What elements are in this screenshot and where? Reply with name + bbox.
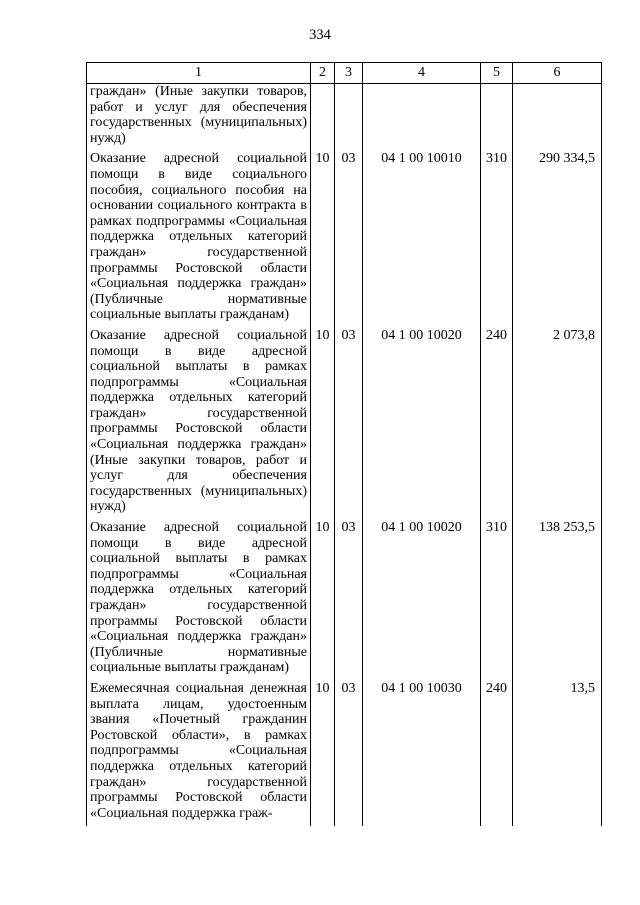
row-expense-type: 240 (481, 681, 513, 826)
row-description: Оказание адресной социальной помощи в виде социального пособия, социального пособия на основании социального контракта в рамках подпрограммы «Социальная поддержка отдельных категорий граждан» государственной программы Ростовской области «Социальная поддержка граждан» (Публичные нормативные социальные выплаты гражданам) (87, 151, 311, 328)
row-expense-type: 310 (481, 520, 513, 681)
row-amount: 138 253,5 (513, 520, 602, 681)
row-section: 10 (311, 681, 335, 826)
column-header-6: 6 (513, 63, 602, 84)
header-row (87, 63, 602, 84)
table-row (87, 328, 602, 520)
row-expense-type: 310 (481, 151, 513, 328)
table-row (87, 151, 602, 328)
row-subsection (335, 84, 363, 152)
row-expense-type: 240 (481, 328, 513, 520)
row-expense-type (481, 84, 513, 152)
row-section (311, 84, 335, 152)
budget-table (86, 62, 602, 826)
row-section: 10 (311, 328, 335, 520)
row-amount: 290 334,5 (513, 151, 602, 328)
column-header-2: 2 (311, 63, 335, 84)
table-row (87, 84, 602, 152)
row-subsection: 03 (335, 681, 363, 826)
row-description: Ежемесячная социальная денежная выплата лицам, удостоенным звания «Почетный гражданин Ростовской области», в рамках подпрограммы «Социальная поддержка отдельных категорий граждан» государственной программы Ростовской области «Социальная поддержка граж- (87, 681, 311, 826)
row-target-code: 04 1 00 10030 (363, 681, 481, 826)
row-amount (513, 84, 602, 152)
table-row (87, 681, 602, 826)
table-row (87, 520, 602, 681)
row-section: 10 (311, 151, 335, 328)
row-amount: 13,5 (513, 681, 602, 826)
column-header-5: 5 (481, 63, 513, 84)
row-target-code: 04 1 00 10010 (363, 151, 481, 328)
row-target-code: 04 1 00 10020 (363, 520, 481, 681)
row-description: Оказание адресной социальной помощи в виде адресной социальной выплаты в рамках подпрограммы «Социальная поддержка отдельных категорий граждан» государственной программы Ростовской области «Социальная поддержка граждан» (Иные закупки товаров, работ и услуг для обеспечения государственных (муниципальных) нужд) (87, 328, 311, 520)
row-description: Оказание адресной социальной помощи в виде адресной социальной выплаты в рамках подпрограммы «Социальная поддержка отдельных категорий граждан» государственной программы Ростовской области «Социальная поддержка граждан» (Публичные нормативные социальные выплаты гражданам) (87, 520, 311, 681)
column-header-3: 3 (335, 63, 363, 84)
page-number: 334 (309, 27, 331, 43)
row-target-code: 04 1 00 10020 (363, 328, 481, 520)
column-header-1: 1 (87, 63, 311, 84)
row-subsection: 03 (335, 520, 363, 681)
row-amount: 2 073,8 (513, 328, 602, 520)
row-subsection: 03 (335, 151, 363, 328)
row-subsection: 03 (335, 328, 363, 520)
column-header-4: 4 (363, 63, 481, 84)
row-description: граждан» (Иные закупки товаров, работ и услуг для обеспечения государственных (муниципальных) нужд) (87, 84, 311, 152)
row-target-code (363, 84, 481, 152)
row-section: 10 (311, 520, 335, 681)
